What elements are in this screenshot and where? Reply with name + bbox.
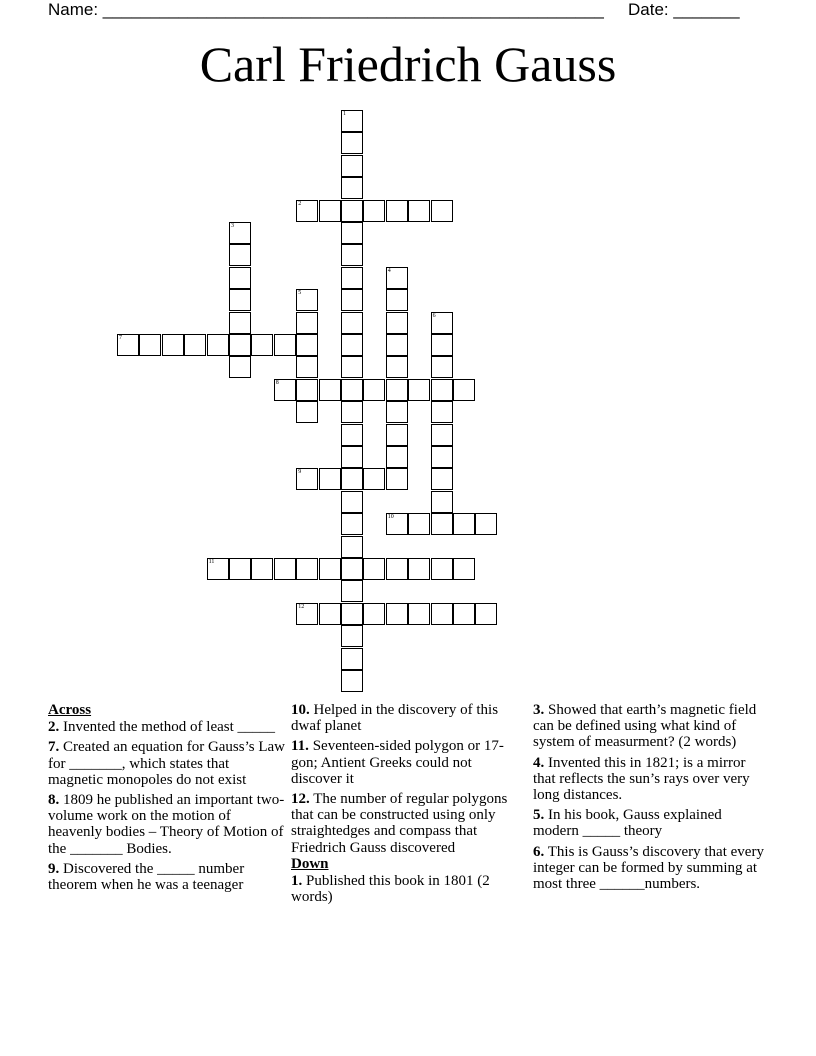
clue-across-10: 10. Helped in the discovery of this dwaf planet xyxy=(291,702,499,735)
crossword-cell[interactable] xyxy=(431,334,453,356)
crossword-cell[interactable] xyxy=(341,536,363,558)
clue-number: 12 xyxy=(298,603,305,610)
crossword-cell[interactable] xyxy=(207,558,229,580)
crossword-cell[interactable] xyxy=(229,356,251,378)
crossword-cell[interactable] xyxy=(296,558,318,580)
crossword-cell[interactable] xyxy=(341,334,363,356)
crossword-cell[interactable] xyxy=(386,468,408,490)
crossword-cell[interactable] xyxy=(296,356,318,378)
crossword-cell[interactable] xyxy=(341,200,363,222)
crossword-cell[interactable] xyxy=(296,379,318,401)
crossword-cell[interactable] xyxy=(431,446,453,468)
crossword-cell[interactable] xyxy=(229,289,251,311)
crossword-cell[interactable] xyxy=(475,603,497,625)
crossword-cell[interactable] xyxy=(341,379,363,401)
crossword-cell[interactable] xyxy=(341,244,363,266)
crossword-cell[interactable] xyxy=(386,289,408,311)
crossword-cell[interactable] xyxy=(431,200,453,222)
crossword-cell[interactable] xyxy=(386,356,408,378)
crossword-cell[interactable] xyxy=(296,603,318,625)
clue-number: 3 xyxy=(231,223,234,229)
crossword-cell[interactable] xyxy=(341,110,363,132)
crossword-cell[interactable] xyxy=(386,200,408,222)
clue-number: 5 xyxy=(298,290,302,297)
clue-down-5: 5. In his book, Gauss explained modern _____ theory xyxy=(533,807,722,840)
clue-number: 8 xyxy=(275,379,279,386)
page-title: Carl Friedrich Gauss xyxy=(199,36,617,92)
clue-across-9: 9. Discovered the _____ number theorem when he was a teenager xyxy=(48,860,245,894)
clue-down-4: 4. Invented this in 1821; is a mirror that reflects the sun’s rays over very long distances. xyxy=(533,754,750,804)
clues-column-2 xyxy=(291,702,523,905)
clue-number: 2 xyxy=(298,200,302,207)
crossword-cell[interactable] xyxy=(363,468,385,490)
clue-down-1: 1. Published this book in 1801 (2 words) xyxy=(291,873,490,906)
crossword-cell[interactable] xyxy=(319,200,341,222)
crossword-cell[interactable] xyxy=(296,312,318,334)
crossword-cell[interactable] xyxy=(386,379,408,401)
crossword-cell[interactable] xyxy=(363,558,385,580)
crossword-cell[interactable] xyxy=(274,334,296,356)
crossword-cell[interactable] xyxy=(229,222,251,244)
crossword-cell[interactable] xyxy=(319,379,341,401)
crossword-cell[interactable] xyxy=(341,222,363,244)
crossword-cell[interactable] xyxy=(386,513,408,535)
crossword-cell[interactable] xyxy=(341,513,363,535)
crossword-cell[interactable] xyxy=(341,558,363,580)
crossword-cell[interactable] xyxy=(341,670,363,692)
crossword-cell[interactable] xyxy=(363,200,385,222)
crossword-cell[interactable] xyxy=(296,289,318,311)
crossword-cell[interactable] xyxy=(453,603,475,625)
crossword-cell[interactable] xyxy=(386,603,408,625)
crossword-cell[interactable] xyxy=(475,513,497,535)
clue-across-7: 7. Created an equation for Gauss’s Law for _______, which states that magnetic monopoles do not exist xyxy=(48,739,286,788)
crossword-cell[interactable] xyxy=(431,379,453,401)
crossword-cell[interactable] xyxy=(431,312,453,334)
clue-number: 6 xyxy=(432,312,436,319)
clue-number: 11 xyxy=(208,559,215,565)
crossword-cell[interactable] xyxy=(319,603,341,625)
clue-across-11: 11. Seventeen-sided polygon or 17-gon; Antient Greeks could not discover it xyxy=(291,738,504,787)
clue-number: 9 xyxy=(298,469,302,476)
crossword-cell[interactable] xyxy=(386,446,408,468)
crossword-cell[interactable] xyxy=(341,625,363,647)
date-field[interactable]: Date: _______ xyxy=(628,0,740,19)
crossword-cell[interactable] xyxy=(341,267,363,289)
clue-down-3: 3. Showed that earth’s magnetic field can be defined using what kind of system of measurment? (2 words) xyxy=(533,702,757,751)
crossword-cell[interactable] xyxy=(431,603,453,625)
crossword-cell[interactable] xyxy=(386,312,408,334)
crossword-cell[interactable] xyxy=(341,132,363,154)
crossword-cell[interactable] xyxy=(184,334,206,356)
crossword-cell[interactable] xyxy=(386,401,408,423)
crossword-cell[interactable] xyxy=(408,200,430,222)
crossword-cell[interactable] xyxy=(386,334,408,356)
crossword-cell[interactable] xyxy=(207,334,229,356)
crossword-cell[interactable] xyxy=(431,356,453,378)
crossword-cell[interactable] xyxy=(341,356,363,378)
crossword-cell[interactable] xyxy=(341,424,363,446)
crossword-cell[interactable] xyxy=(229,244,251,266)
crossword-cell[interactable] xyxy=(431,558,453,580)
clues-column-1 xyxy=(48,702,286,893)
crossword-cell[interactable] xyxy=(341,468,363,490)
crossword-cell[interactable] xyxy=(341,401,363,423)
crossword-cell[interactable] xyxy=(431,424,453,446)
crossword-cell[interactable] xyxy=(296,200,318,222)
crossword-cell[interactable] xyxy=(453,558,475,580)
crossword-cell[interactable] xyxy=(139,334,161,356)
crossword-cell[interactable] xyxy=(341,491,363,513)
crossword-cell[interactable] xyxy=(229,267,251,289)
crossword-cell[interactable] xyxy=(386,424,408,446)
crossword-cell[interactable] xyxy=(431,513,453,535)
crossword-cell[interactable] xyxy=(386,267,408,289)
crossword-cell[interactable] xyxy=(296,468,318,490)
crossword-cell[interactable] xyxy=(453,513,475,535)
crossword-cell[interactable] xyxy=(341,648,363,670)
down-heading: Down xyxy=(291,855,329,872)
crossword-cell[interactable] xyxy=(408,513,430,535)
clue-number: 10 xyxy=(387,514,394,521)
crossword-cell[interactable] xyxy=(363,379,385,401)
crossword-cell[interactable] xyxy=(274,379,296,401)
crossword-cell[interactable] xyxy=(296,401,318,423)
crossword-cell[interactable] xyxy=(363,603,385,625)
clue-down-6: 6. This is Gauss’s discovery that every integer can be formed by summing at most three ______numbers. xyxy=(533,843,764,893)
crossword-cell[interactable] xyxy=(408,379,430,401)
crossword-cell[interactable] xyxy=(386,558,408,580)
clue-across-8: 8. 1809 he published an important two-volume work on the motion of heavenly bodies – Theory of Motion of the _______ Bodies. xyxy=(48,792,285,857)
across-heading: Across xyxy=(48,702,92,718)
crossword-cell[interactable] xyxy=(408,558,430,580)
clue-across-2: 2. Invented the method of least _____ xyxy=(48,719,276,736)
crossword-cell[interactable] xyxy=(229,312,251,334)
clue-number: 1 xyxy=(343,111,346,117)
crossword-cell[interactable] xyxy=(341,580,363,602)
crossword-cell[interactable] xyxy=(341,446,363,468)
clue-number: 4 xyxy=(387,267,391,274)
crossword-cell[interactable] xyxy=(341,155,363,177)
crossword-cell[interactable] xyxy=(341,177,363,199)
crossword-cell[interactable] xyxy=(408,603,430,625)
crossword-cell[interactable] xyxy=(341,289,363,311)
crossword-cell[interactable] xyxy=(341,603,363,625)
clue-number: 7 xyxy=(119,335,122,341)
crossword-cell[interactable] xyxy=(431,491,453,513)
crossword-cell[interactable] xyxy=(117,334,139,356)
clues-column-3 xyxy=(533,702,765,892)
name-field[interactable]: Name: _____________________________________________________ xyxy=(48,0,604,19)
crossword-cell[interactable] xyxy=(274,558,296,580)
crossword-cell[interactable] xyxy=(162,334,184,356)
crossword-cell[interactable] xyxy=(431,468,453,490)
crossword-cell[interactable] xyxy=(229,334,251,356)
crossword-cell[interactable] xyxy=(453,379,475,401)
crossword-cell[interactable] xyxy=(319,558,341,580)
crossword-cell[interactable] xyxy=(229,558,251,580)
clue-across-12: 12. The number of regular polygons that can be constructed using only straightedges and compass that Friedrich Gauss discovered xyxy=(291,791,508,856)
crossword-cell[interactable] xyxy=(431,401,453,423)
crossword-cell[interactable] xyxy=(319,468,341,490)
crossword-cell[interactable] xyxy=(251,558,273,580)
crossword-cell[interactable] xyxy=(296,334,318,356)
crossword-cell[interactable] xyxy=(251,334,273,356)
crossword-cell[interactable] xyxy=(341,312,363,334)
